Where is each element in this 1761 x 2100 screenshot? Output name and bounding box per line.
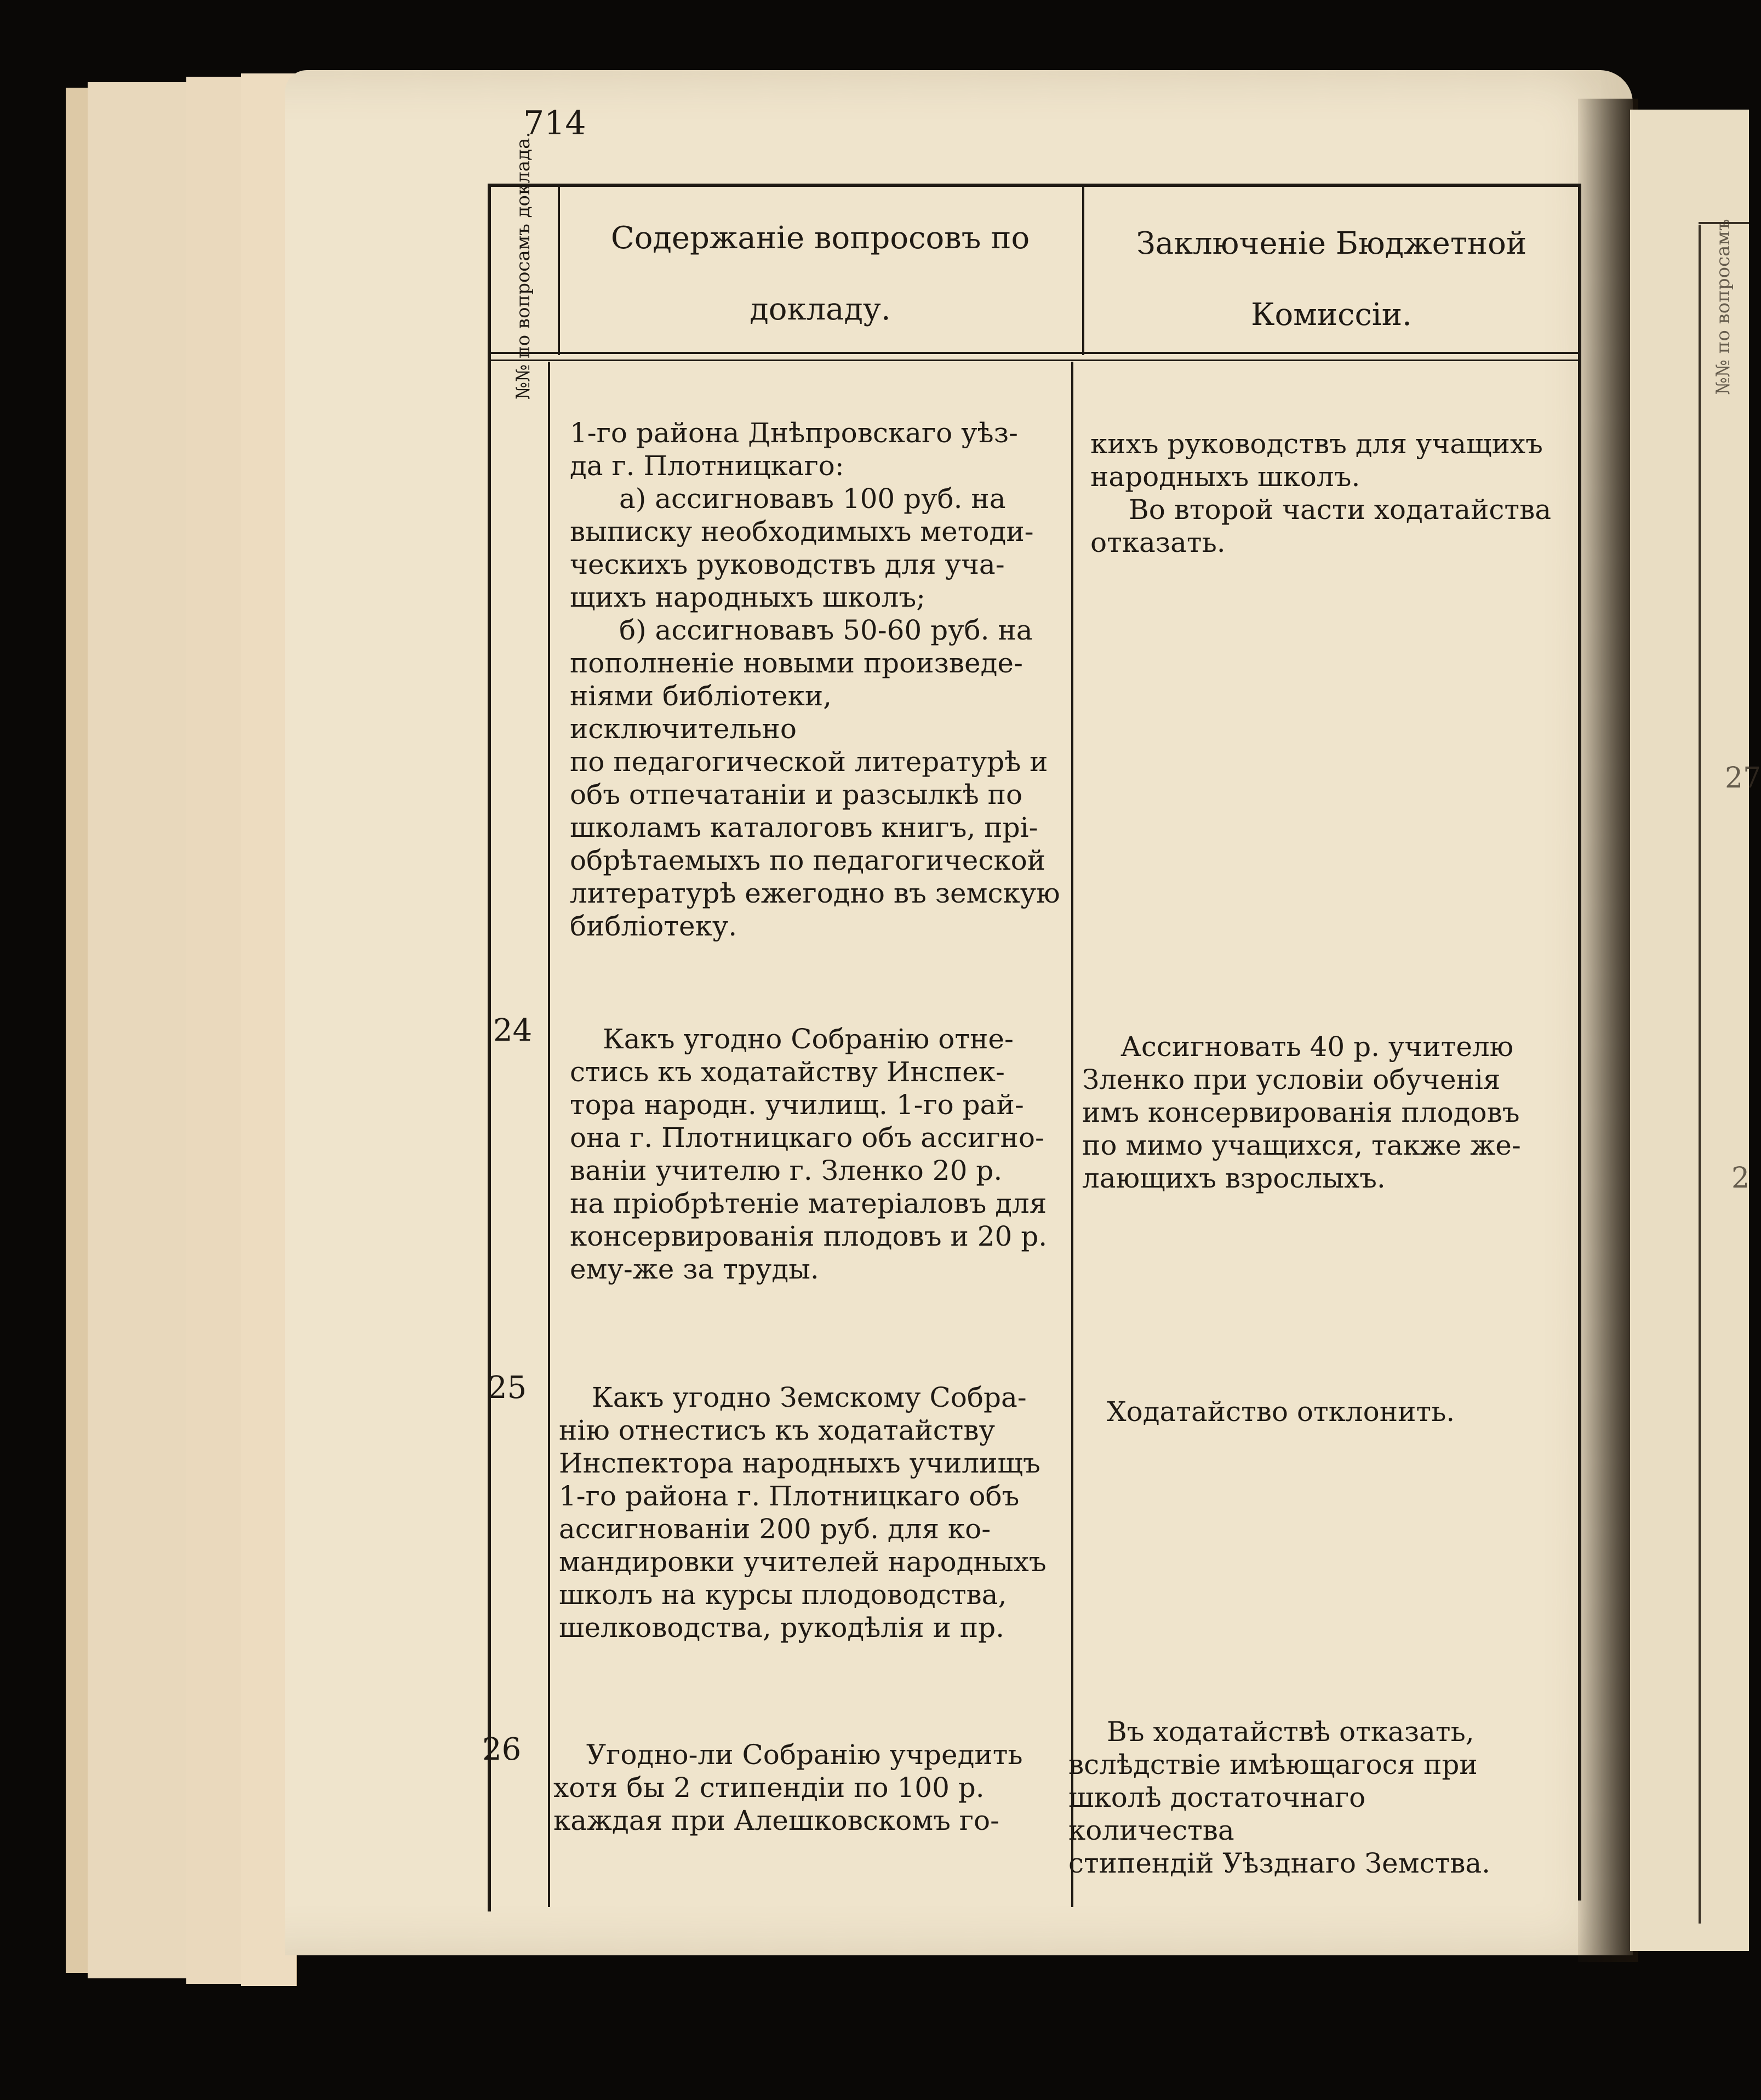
conclusion-line: народныхъ школъ.	[1090, 461, 1360, 493]
header-content-line-2: докладу.	[750, 292, 891, 327]
conclusion-line: по мимо учащихся, также же-	[1082, 1129, 1521, 1161]
content-line: по педагогической литературѣ и	[570, 746, 1048, 778]
table-right-border	[1578, 185, 1581, 1901]
content-line: ему-же за труды.	[570, 1253, 819, 1285]
row-content	[559, 1381, 1052, 1644]
content-line: Какъ угодно Собранію отне-	[603, 1023, 1014, 1055]
content-line: она г. Плотницкаго объ ассигно-	[570, 1122, 1044, 1154]
content-line: обрѣтаемыхъ по педагогической	[570, 844, 1045, 876]
content-line: нію отнестисъ къ ходатайству	[559, 1414, 995, 1446]
col-divider-2-body	[1071, 362, 1073, 1907]
conclusion-line: школѣ достаточнаго количества	[1068, 1782, 1366, 1846]
row-content	[570, 416, 1063, 943]
header-number-label: №№ по вопросамъ доклада.	[512, 132, 534, 400]
content-line: б) ассигновавъ 50-60 руб. на	[619, 614, 1033, 646]
content-line: литературѣ ежегодно въ земскую	[570, 877, 1060, 909]
content-line: Инспектора народныхъ училищъ	[559, 1447, 1040, 1479]
right-page-header	[1704, 219, 1742, 395]
conclusion-line: Во второй части ходатайства	[1129, 494, 1552, 526]
content-line: тора народн. училищ. 1-го рай-	[570, 1089, 1024, 1121]
col-divider-1-body	[548, 362, 550, 1907]
content-line: школамъ каталоговъ книгъ, прі-	[570, 812, 1038, 843]
right-page-header-label: №№ по вопросамъ	[1712, 219, 1734, 395]
content-line: выписку необходимыхъ методи-	[570, 516, 1034, 547]
content-line: школъ на курсы плодоводства,	[559, 1579, 1007, 1611]
row-number: 26	[482, 1732, 522, 1767]
row-conclusion	[1090, 427, 1573, 559]
book-gutter	[1578, 99, 1638, 1962]
page-number: 714	[523, 104, 586, 142]
content-line: щихъ народныхъ школъ;	[570, 581, 926, 613]
table-header-rule-2	[488, 359, 1581, 361]
row-number: 25	[488, 1370, 527, 1406]
row-conclusion	[1068, 1715, 1534, 1880]
header-number-column	[482, 132, 564, 400]
content-line: 1-го района г. Плотницкаго объ	[559, 1480, 1020, 1512]
content-line: хотя бы 2 стипендіи по 100 р.	[553, 1772, 985, 1804]
content-line: объ отпечатаніи и разсылкѣ по	[570, 779, 1023, 811]
content-line: 1-го района Днѣпровскаго уѣз-	[570, 417, 1018, 449]
row-content	[570, 1023, 1063, 1286]
content-line: каждая при Алешковскомъ го-	[553, 1805, 999, 1836]
conclusion-line: лающихъ взрослыхъ.	[1082, 1162, 1386, 1194]
conclusion-line: Въ ходатайствѣ отказать,	[1107, 1716, 1474, 1748]
table-top-rule	[488, 184, 1581, 187]
content-line: ваніи учителю г. Зленко 20 р.	[570, 1155, 1003, 1186]
row-number: 24	[493, 1013, 533, 1048]
content-line: ніями библіотеки, исключительно	[570, 680, 832, 745]
content-line: ассигнованіи 200 руб. для ко-	[559, 1513, 991, 1545]
content-line: на пріобрѣтеніе матеріаловъ для	[570, 1188, 1047, 1219]
conclusion-line: стипендій Уѣзднаго Земства.	[1068, 1847, 1491, 1879]
conclusion-line: Ассигновать 40 р. учителю	[1120, 1031, 1514, 1063]
table-header-rule	[488, 352, 1581, 354]
content-line: да г. Плотницкаго:	[570, 450, 844, 482]
header-conclusion-line-1: Заключеніе Бюджетной	[1136, 226, 1527, 261]
right-page-margin-number: 2	[1731, 1162, 1750, 1195]
conclusion-line: имъ консервированія плодовъ	[1082, 1097, 1520, 1128]
conclusion-line: Ходатайство отклонить.	[1107, 1396, 1455, 1428]
conclusion-line: вслѣдствіе имѣющагося при	[1068, 1749, 1478, 1781]
content-line: консервированія плодовъ и 20 р.	[570, 1220, 1048, 1252]
conclusion-line: отказать.	[1090, 527, 1226, 558]
content-line: Какъ угодно Земскому Собра-	[592, 1382, 1027, 1413]
table-left-border	[488, 185, 491, 1911]
content-line: библіотеку.	[570, 910, 737, 942]
row-content	[553, 1738, 1047, 1837]
content-line: стись къ ходатайству Инспек-	[570, 1056, 1005, 1088]
content-line: а) ассигновавъ 100 руб. на	[619, 483, 1006, 515]
header-content-column	[560, 203, 1080, 345]
header-content-line-1: Содержаніе вопросовъ по	[610, 220, 1030, 256]
col-divider-2	[1082, 185, 1084, 355]
header-conclusion-line-2: Комиссіи.	[1251, 297, 1412, 333]
row-conclusion	[1082, 1030, 1564, 1195]
right-page-border	[1699, 225, 1701, 1924]
right-page-margin-number: 27	[1725, 762, 1761, 795]
content-line: шелководства, рукодѣлія и пр.	[559, 1612, 1004, 1644]
content-line: Угодно-ли Собранію учредить	[586, 1739, 1023, 1771]
content-line: мандировки учителей народныхъ	[559, 1546, 1047, 1578]
row-conclusion	[1107, 1395, 1573, 1428]
content-line: ческихъ руководствъ для уча-	[570, 549, 1005, 580]
conclusion-line: кихъ руководствъ для учащихъ	[1090, 428, 1543, 460]
content-line: пополненіе новыми произведе-	[570, 647, 1023, 679]
header-conclusion-column	[1085, 208, 1578, 351]
conclusion-line: Зленко при условіи обученія	[1082, 1064, 1501, 1095]
